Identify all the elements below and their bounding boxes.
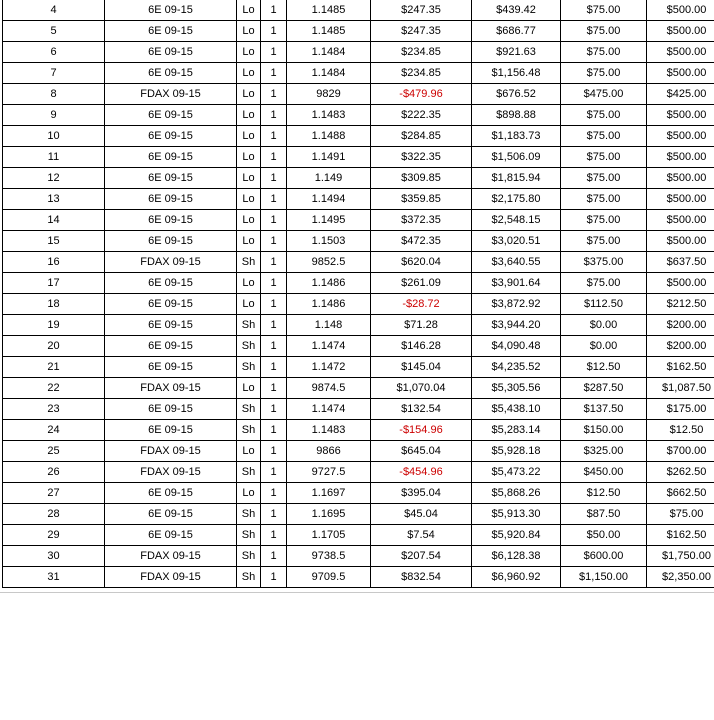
- cumulative-profit-cell: $1,506.09: [472, 147, 561, 168]
- mae-cell: $0.00: [561, 315, 647, 336]
- price-cell: 9727.5: [287, 462, 371, 483]
- mfe-cell: $1,087.50: [647, 378, 714, 399]
- profit-cell: $247.35: [371, 21, 472, 42]
- table-row[interactable]: [3, 126, 714, 147]
- table-row[interactable]: [3, 147, 714, 168]
- instrument-cell: FDAX 09-15: [105, 252, 237, 273]
- instrument-cell: 6E 09-15: [105, 357, 237, 378]
- cumulative-profit-cell: $3,020.51: [472, 231, 561, 252]
- cumulative-profit-cell: $5,283.14: [472, 420, 561, 441]
- table-row[interactable]: [3, 231, 714, 252]
- instrument-cell: FDAX 09-15: [105, 546, 237, 567]
- quantity-cell: 1: [261, 273, 287, 294]
- direction-cell: Lo: [237, 378, 261, 399]
- quantity-cell: 1: [261, 21, 287, 42]
- mae-cell: $375.00: [561, 252, 647, 273]
- mae-cell: $75.00: [561, 42, 647, 63]
- table-row[interactable]: [3, 315, 714, 336]
- trade-number-cell: 25: [3, 441, 105, 462]
- table-row[interactable]: [3, 525, 714, 546]
- instrument-cell: FDAX 09-15: [105, 567, 237, 588]
- cumulative-profit-cell: $686.77: [472, 21, 561, 42]
- instrument-cell: 6E 09-15: [105, 525, 237, 546]
- quantity-cell: 1: [261, 294, 287, 315]
- instrument-cell: 6E 09-15: [105, 42, 237, 63]
- trade-number-cell: 4: [3, 0, 105, 21]
- quantity-cell: 1: [261, 63, 287, 84]
- quantity-cell: 1: [261, 357, 287, 378]
- price-cell: 1.1474: [287, 336, 371, 357]
- cumulative-profit-cell: $2,175.80: [472, 189, 561, 210]
- table-row[interactable]: [3, 399, 714, 420]
- quantity-cell: 1: [261, 42, 287, 63]
- profit-cell: $247.35: [371, 0, 472, 21]
- price-cell: 1.1495: [287, 210, 371, 231]
- table-row[interactable]: [3, 0, 714, 21]
- price-cell: 9852.5: [287, 252, 371, 273]
- cumulative-profit-cell: $3,872.92: [472, 294, 561, 315]
- cumulative-profit-cell: $1,183.73: [472, 126, 561, 147]
- instrument-cell: 6E 09-15: [105, 420, 237, 441]
- instrument-cell: 6E 09-15: [105, 315, 237, 336]
- quantity-cell: 1: [261, 483, 287, 504]
- mae-cell: $137.50: [561, 399, 647, 420]
- quantity-cell: 1: [261, 210, 287, 231]
- direction-cell: Sh: [237, 546, 261, 567]
- quantity-cell: 1: [261, 336, 287, 357]
- cumulative-profit-cell: $4,090.48: [472, 336, 561, 357]
- price-cell: 1.1483: [287, 105, 371, 126]
- cumulative-profit-cell: $5,438.10: [472, 399, 561, 420]
- mae-cell: $0.00: [561, 336, 647, 357]
- quantity-cell: 1: [261, 189, 287, 210]
- instrument-cell: 6E 09-15: [105, 0, 237, 21]
- cumulative-profit-cell: $4,235.52: [472, 357, 561, 378]
- instrument-cell: 6E 09-15: [105, 147, 237, 168]
- direction-cell: Lo: [237, 84, 261, 105]
- direction-cell: Sh: [237, 420, 261, 441]
- mfe-cell: $175.00: [647, 399, 714, 420]
- cumulative-profit-cell: $676.52: [472, 84, 561, 105]
- table-row[interactable]: [3, 105, 714, 126]
- profit-cell: $372.35: [371, 210, 472, 231]
- trades-grid[interactable]: [2, 0, 714, 593]
- price-cell: 1.1474: [287, 399, 371, 420]
- profit-cell: $261.09: [371, 273, 472, 294]
- instrument-cell: FDAX 09-15: [105, 84, 237, 105]
- direction-cell: Lo: [237, 441, 261, 462]
- profit-cell: $359.85: [371, 189, 472, 210]
- trade-number-cell: 14: [3, 210, 105, 231]
- trade-number-cell: 12: [3, 168, 105, 189]
- direction-cell: Sh: [237, 357, 261, 378]
- mfe-cell: $500.00: [647, 273, 714, 294]
- quantity-cell: 1: [261, 420, 287, 441]
- table-row[interactable]: [3, 336, 714, 357]
- cumulative-profit-cell: $5,928.18: [472, 441, 561, 462]
- mae-cell: $325.00: [561, 441, 647, 462]
- trade-number-cell: 17: [3, 273, 105, 294]
- cumulative-profit-cell: $3,944.20: [472, 315, 561, 336]
- direction-cell: Lo: [237, 210, 261, 231]
- mfe-cell: $500.00: [647, 21, 714, 42]
- mfe-cell: $262.50: [647, 462, 714, 483]
- profit-cell: $234.85: [371, 63, 472, 84]
- direction-cell: Lo: [237, 483, 261, 504]
- cumulative-profit-cell: $5,920.84: [472, 525, 561, 546]
- instrument-cell: FDAX 09-15: [105, 441, 237, 462]
- direction-cell: Lo: [237, 147, 261, 168]
- instrument-cell: 6E 09-15: [105, 399, 237, 420]
- mfe-cell: $212.50: [647, 294, 714, 315]
- mfe-cell: $500.00: [647, 126, 714, 147]
- mfe-cell: $637.50: [647, 252, 714, 273]
- profit-cell: $309.85: [371, 168, 472, 189]
- instrument-cell: 6E 09-15: [105, 126, 237, 147]
- table-row[interactable]: [3, 483, 714, 504]
- instrument-cell: 6E 09-15: [105, 336, 237, 357]
- cumulative-profit-cell: $5,913.30: [472, 504, 561, 525]
- profit-cell: $222.35: [371, 105, 472, 126]
- mfe-cell: $500.00: [647, 189, 714, 210]
- mae-cell: $75.00: [561, 147, 647, 168]
- mfe-cell: $425.00: [647, 84, 714, 105]
- profit-cell: $132.54: [371, 399, 472, 420]
- direction-cell: Lo: [237, 294, 261, 315]
- price-cell: 1.1483: [287, 420, 371, 441]
- mae-cell: $1,150.00: [561, 567, 647, 588]
- table-row[interactable]: [3, 210, 714, 231]
- mfe-cell: $162.50: [647, 357, 714, 378]
- quantity-cell: 1: [261, 0, 287, 21]
- cumulative-profit-cell: $1,156.48: [472, 63, 561, 84]
- table-row[interactable]: [3, 168, 714, 189]
- direction-cell: Sh: [237, 315, 261, 336]
- trade-number-cell: 30: [3, 546, 105, 567]
- table-row[interactable]: [3, 294, 714, 315]
- profit-cell: $832.54: [371, 567, 472, 588]
- cumulative-profit-cell: $6,960.92: [472, 567, 561, 588]
- price-cell: 1.1484: [287, 63, 371, 84]
- trade-number-cell: 21: [3, 357, 105, 378]
- table-row[interactable]: [3, 42, 714, 63]
- instrument-cell: FDAX 09-15: [105, 462, 237, 483]
- mae-cell: $287.50: [561, 378, 647, 399]
- direction-cell: Lo: [237, 0, 261, 21]
- mae-cell: $75.00: [561, 273, 647, 294]
- direction-cell: Sh: [237, 252, 261, 273]
- profit-cell: $472.35: [371, 231, 472, 252]
- price-cell: 1.1472: [287, 357, 371, 378]
- profit-cell: $146.28: [371, 336, 472, 357]
- trade-number-cell: 28: [3, 504, 105, 525]
- mfe-cell: $75.00: [647, 504, 714, 525]
- cumulative-profit-cell: $1,815.94: [472, 168, 561, 189]
- price-cell: 1.1486: [287, 273, 371, 294]
- trade-number-cell: 9: [3, 105, 105, 126]
- price-cell: 1.149: [287, 168, 371, 189]
- table-row[interactable]: [3, 378, 714, 399]
- direction-cell: Lo: [237, 63, 261, 84]
- price-cell: 1.1705: [287, 525, 371, 546]
- mfe-cell: $200.00: [647, 315, 714, 336]
- instrument-cell: FDAX 09-15: [105, 378, 237, 399]
- instrument-cell: 6E 09-15: [105, 273, 237, 294]
- cumulative-profit-cell: $6,128.38: [472, 546, 561, 567]
- mae-cell: $112.50: [561, 294, 647, 315]
- table-row[interactable]: [3, 462, 714, 483]
- trade-number-cell: 31: [3, 567, 105, 588]
- trade-number-cell: 6: [3, 42, 105, 63]
- instrument-cell: 6E 09-15: [105, 21, 237, 42]
- profit-cell: -$454.96: [371, 462, 472, 483]
- trade-number-cell: 11: [3, 147, 105, 168]
- mae-cell: $475.00: [561, 84, 647, 105]
- profit-cell: -$154.96: [371, 420, 472, 441]
- price-cell: 9874.5: [287, 378, 371, 399]
- direction-cell: Lo: [237, 231, 261, 252]
- direction-cell: Lo: [237, 126, 261, 147]
- table-row[interactable]: [3, 441, 714, 462]
- price-cell: 1.1486: [287, 294, 371, 315]
- trade-number-cell: 19: [3, 315, 105, 336]
- quantity-cell: 1: [261, 105, 287, 126]
- profit-cell: $45.04: [371, 504, 472, 525]
- trade-number-cell: 15: [3, 231, 105, 252]
- trade-number-cell: 22: [3, 378, 105, 399]
- price-cell: 1.1491: [287, 147, 371, 168]
- direction-cell: Lo: [237, 189, 261, 210]
- cumulative-profit-cell: $898.88: [472, 105, 561, 126]
- quantity-cell: 1: [261, 441, 287, 462]
- mfe-cell: $500.00: [647, 210, 714, 231]
- price-cell: 9709.5: [287, 567, 371, 588]
- mae-cell: $12.50: [561, 357, 647, 378]
- profit-cell: -$28.72: [371, 294, 472, 315]
- table-row[interactable]: [3, 252, 714, 273]
- quantity-cell: 1: [261, 399, 287, 420]
- direction-cell: Sh: [237, 504, 261, 525]
- mfe-cell: $500.00: [647, 63, 714, 84]
- direction-cell: Lo: [237, 273, 261, 294]
- grid-bottom-border: [0, 592, 714, 593]
- direction-cell: Sh: [237, 567, 261, 588]
- profit-cell: $145.04: [371, 357, 472, 378]
- instrument-cell: 6E 09-15: [105, 504, 237, 525]
- mae-cell: $87.50: [561, 504, 647, 525]
- mfe-cell: $500.00: [647, 231, 714, 252]
- mfe-cell: $500.00: [647, 0, 714, 21]
- mfe-cell: $500.00: [647, 147, 714, 168]
- quantity-cell: 1: [261, 504, 287, 525]
- instrument-cell: 6E 09-15: [105, 63, 237, 84]
- quantity-cell: 1: [261, 126, 287, 147]
- price-cell: 1.1485: [287, 21, 371, 42]
- trades-table: [2, 0, 714, 588]
- table-row[interactable]: [3, 189, 714, 210]
- trade-number-cell: 16: [3, 252, 105, 273]
- table-row[interactable]: [3, 273, 714, 294]
- direction-cell: Lo: [237, 42, 261, 63]
- table-row[interactable]: [3, 567, 714, 588]
- mfe-cell: $500.00: [647, 42, 714, 63]
- mae-cell: $75.00: [561, 0, 647, 21]
- mae-cell: $75.00: [561, 63, 647, 84]
- mfe-cell: $162.50: [647, 525, 714, 546]
- price-cell: 1.148: [287, 315, 371, 336]
- profit-cell: $620.04: [371, 252, 472, 273]
- cumulative-profit-cell: $3,640.55: [472, 252, 561, 273]
- price-cell: 1.1697: [287, 483, 371, 504]
- mfe-cell: $1,750.00: [647, 546, 714, 567]
- quantity-cell: 1: [261, 525, 287, 546]
- quantity-cell: 1: [261, 168, 287, 189]
- profit-cell: $71.28: [371, 315, 472, 336]
- quantity-cell: 1: [261, 84, 287, 105]
- direction-cell: Sh: [237, 462, 261, 483]
- table-row[interactable]: [3, 84, 714, 105]
- trade-number-cell: 24: [3, 420, 105, 441]
- table-row[interactable]: [3, 546, 714, 567]
- trade-number-cell: 23: [3, 399, 105, 420]
- trades-table-body: [3, 0, 714, 588]
- quantity-cell: 1: [261, 378, 287, 399]
- quantity-cell: 1: [261, 567, 287, 588]
- profit-cell: $395.04: [371, 483, 472, 504]
- direction-cell: Sh: [237, 336, 261, 357]
- price-cell: 1.1695: [287, 504, 371, 525]
- profit-cell: $322.35: [371, 147, 472, 168]
- price-cell: 9738.5: [287, 546, 371, 567]
- direction-cell: Sh: [237, 399, 261, 420]
- mae-cell: $75.00: [561, 126, 647, 147]
- trade-number-cell: 18: [3, 294, 105, 315]
- instrument-cell: 6E 09-15: [105, 189, 237, 210]
- price-cell: 1.1485: [287, 0, 371, 21]
- profit-cell: $645.04: [371, 441, 472, 462]
- price-cell: 9866: [287, 441, 371, 462]
- trade-number-cell: 5: [3, 21, 105, 42]
- trade-number-cell: 13: [3, 189, 105, 210]
- price-cell: 9829: [287, 84, 371, 105]
- mae-cell: $75.00: [561, 21, 647, 42]
- trade-number-cell: 27: [3, 483, 105, 504]
- instrument-cell: 6E 09-15: [105, 294, 237, 315]
- quantity-cell: 1: [261, 315, 287, 336]
- mae-cell: $75.00: [561, 231, 647, 252]
- profit-cell: $1,070.04: [371, 378, 472, 399]
- trade-number-cell: 8: [3, 84, 105, 105]
- mfe-cell: $700.00: [647, 441, 714, 462]
- instrument-cell: 6E 09-15: [105, 231, 237, 252]
- trade-number-cell: 20: [3, 336, 105, 357]
- mae-cell: $450.00: [561, 462, 647, 483]
- cumulative-profit-cell: $3,901.64: [472, 273, 561, 294]
- quantity-cell: 1: [261, 231, 287, 252]
- cumulative-profit-cell: $439.42: [472, 0, 561, 21]
- mae-cell: $600.00: [561, 546, 647, 567]
- table-row[interactable]: [3, 504, 714, 525]
- price-cell: 1.1503: [287, 231, 371, 252]
- mfe-cell: $500.00: [647, 105, 714, 126]
- instrument-cell: 6E 09-15: [105, 483, 237, 504]
- price-cell: 1.1484: [287, 42, 371, 63]
- table-row[interactable]: [3, 21, 714, 42]
- mae-cell: $50.00: [561, 525, 647, 546]
- mae-cell: $75.00: [561, 168, 647, 189]
- profit-cell: $207.54: [371, 546, 472, 567]
- mae-cell: $12.50: [561, 483, 647, 504]
- instrument-cell: 6E 09-15: [105, 105, 237, 126]
- mfe-cell: $2,350.00: [647, 567, 714, 588]
- mfe-cell: $12.50: [647, 420, 714, 441]
- direction-cell: Sh: [237, 525, 261, 546]
- direction-cell: Lo: [237, 21, 261, 42]
- table-row[interactable]: [3, 357, 714, 378]
- quantity-cell: 1: [261, 462, 287, 483]
- profit-cell: $7.54: [371, 525, 472, 546]
- table-row[interactable]: [3, 63, 714, 84]
- mae-cell: $75.00: [561, 105, 647, 126]
- quantity-cell: 1: [261, 252, 287, 273]
- profit-cell: $234.85: [371, 42, 472, 63]
- quantity-cell: 1: [261, 147, 287, 168]
- trade-number-cell: 26: [3, 462, 105, 483]
- instrument-cell: 6E 09-15: [105, 168, 237, 189]
- cumulative-profit-cell: $921.63: [472, 42, 561, 63]
- quantity-cell: 1: [261, 546, 287, 567]
- cumulative-profit-cell: $5,473.22: [472, 462, 561, 483]
- mae-cell: $75.00: [561, 210, 647, 231]
- trade-number-cell: 10: [3, 126, 105, 147]
- profit-cell: $284.85: [371, 126, 472, 147]
- mae-cell: $150.00: [561, 420, 647, 441]
- profit-cell: -$479.96: [371, 84, 472, 105]
- trade-number-cell: 29: [3, 525, 105, 546]
- price-cell: 1.1488: [287, 126, 371, 147]
- mfe-cell: $662.50: [647, 483, 714, 504]
- instrument-cell: 6E 09-15: [105, 210, 237, 231]
- cumulative-profit-cell: $5,868.26: [472, 483, 561, 504]
- direction-cell: Lo: [237, 168, 261, 189]
- price-cell: 1.1494: [287, 189, 371, 210]
- table-row[interactable]: [3, 420, 714, 441]
- trade-number-cell: 7: [3, 63, 105, 84]
- mfe-cell: $500.00: [647, 168, 714, 189]
- cumulative-profit-cell: $2,548.15: [472, 210, 561, 231]
- mfe-cell: $200.00: [647, 336, 714, 357]
- cumulative-profit-cell: $5,305.56: [472, 378, 561, 399]
- direction-cell: Lo: [237, 105, 261, 126]
- mae-cell: $75.00: [561, 189, 647, 210]
